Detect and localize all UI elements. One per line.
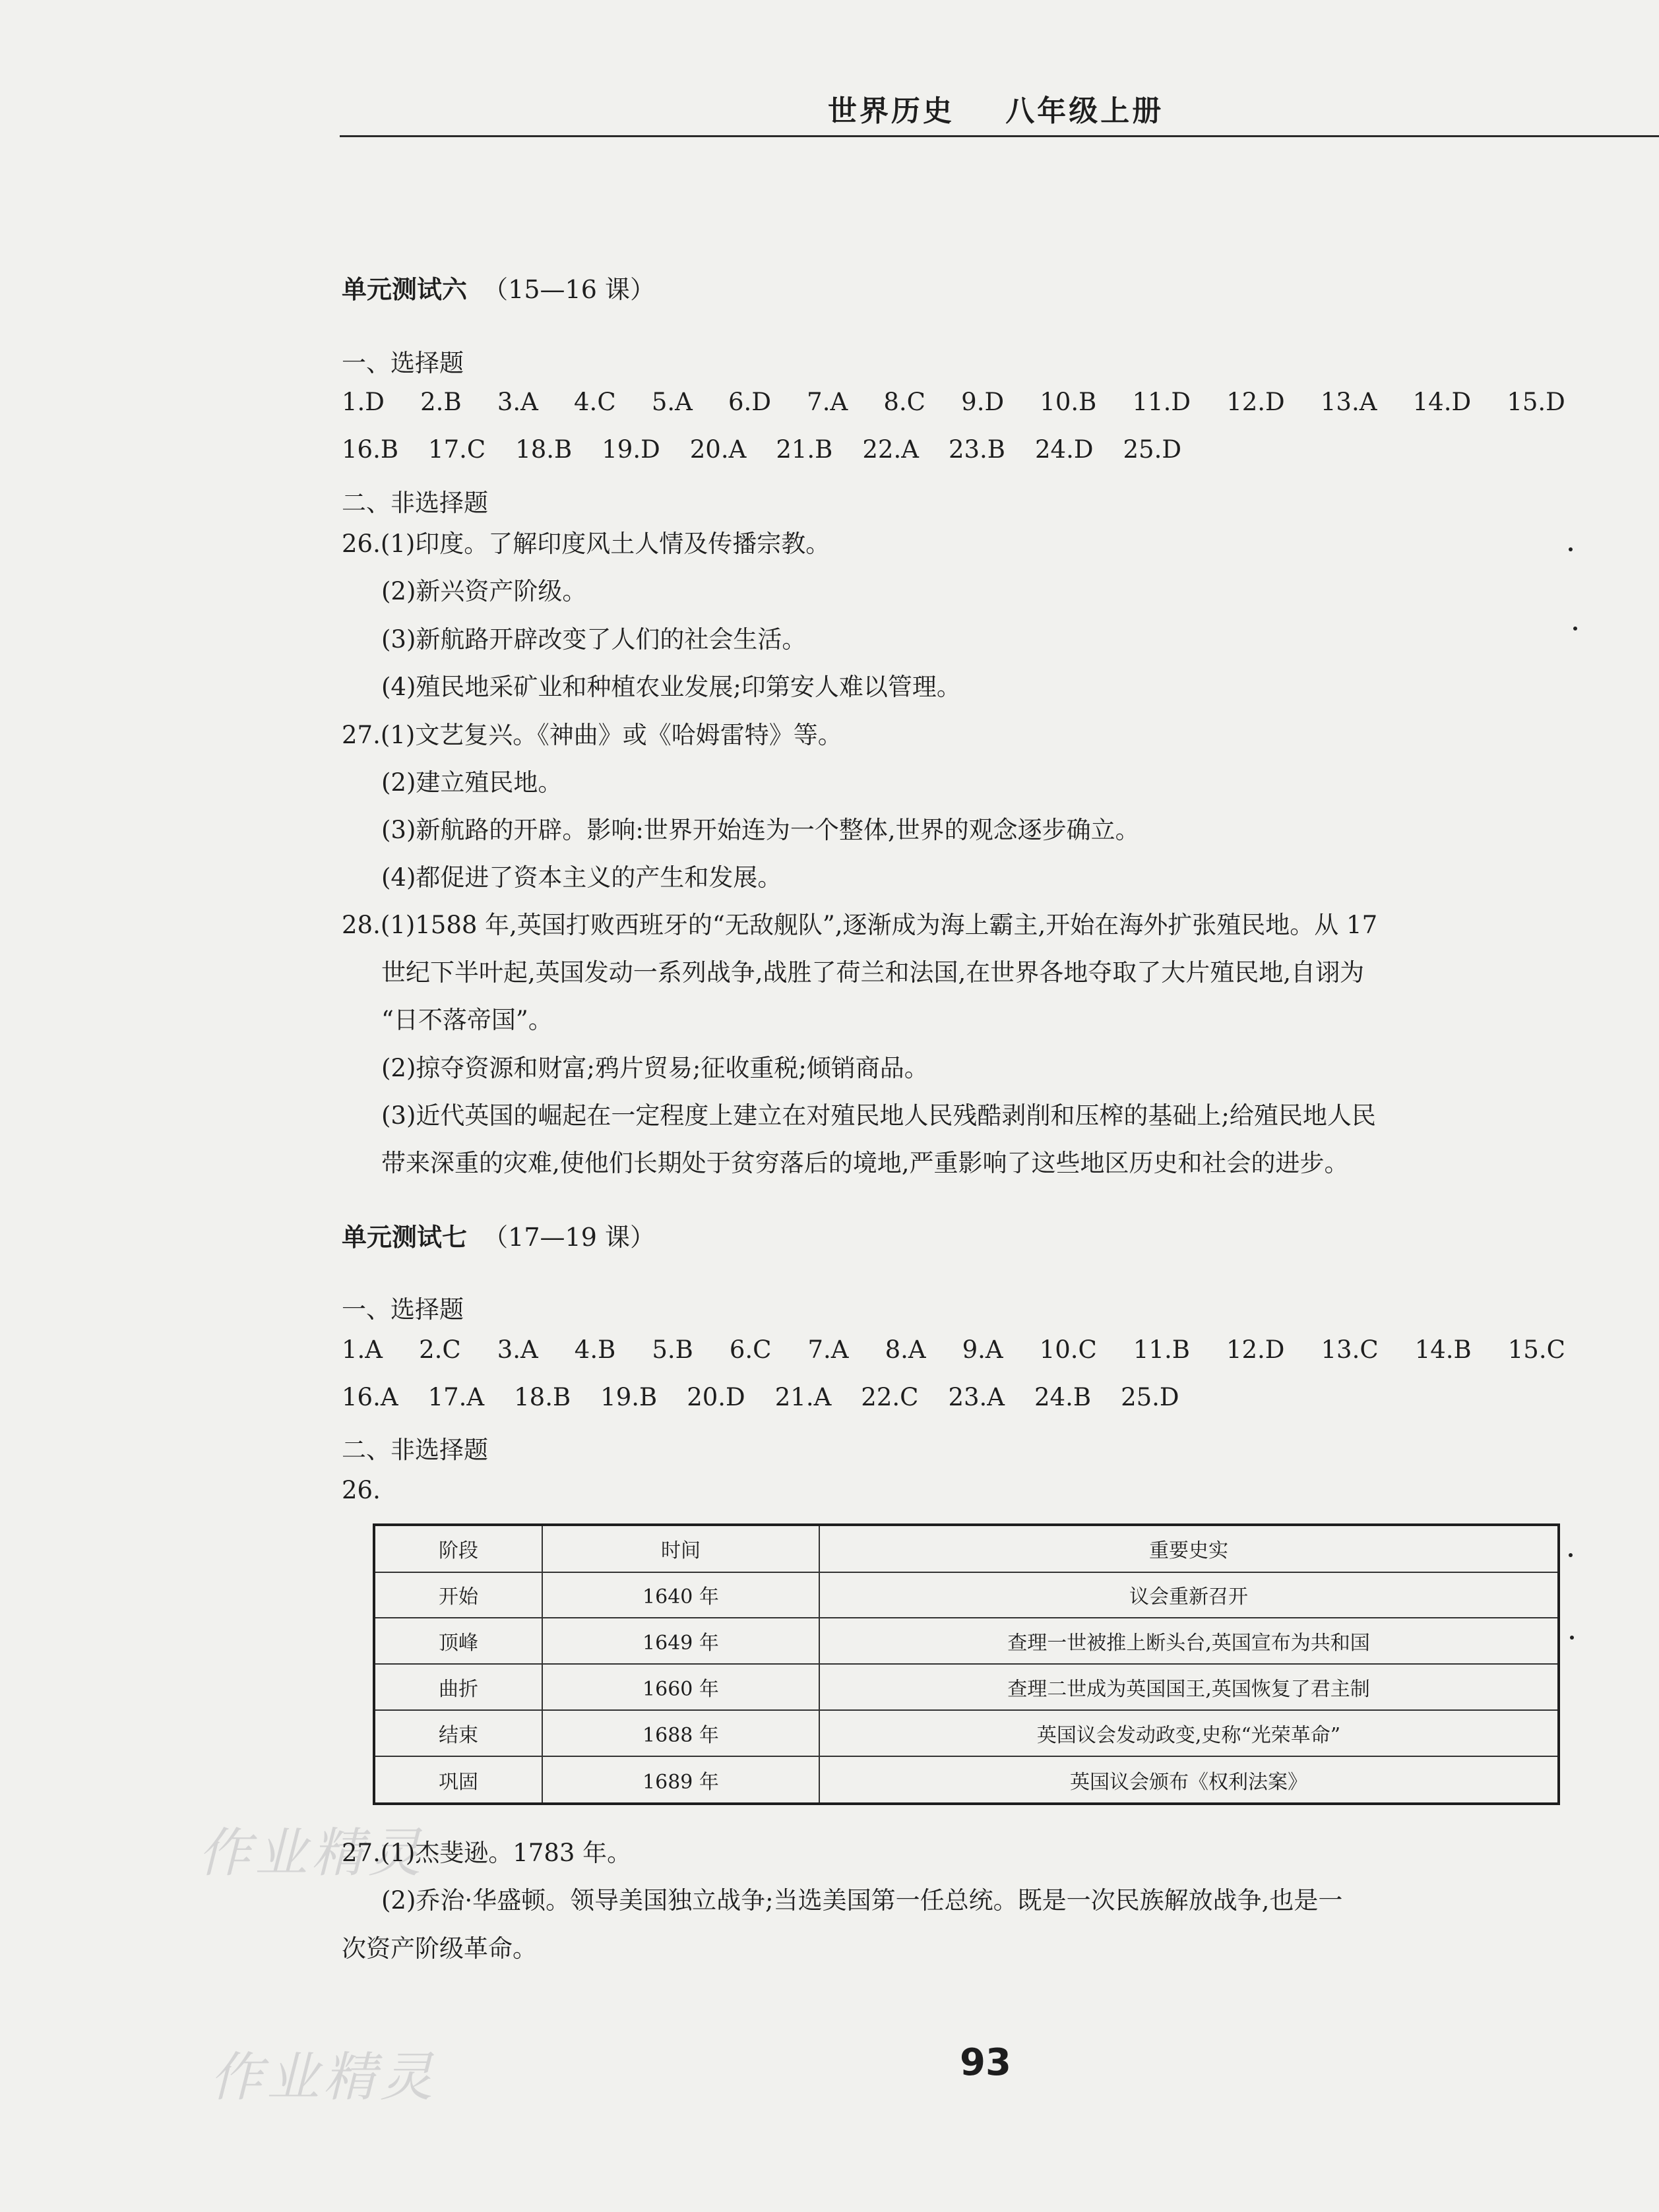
answer-item: 2.C xyxy=(419,1336,461,1364)
table-row xyxy=(374,1710,1559,1756)
unit7-title xyxy=(342,1217,655,1253)
u6-q27-line: (4)都促进了资本主义的产生和发展。 xyxy=(381,863,782,892)
table-cell: 1640 年 xyxy=(542,1572,819,1618)
unit6-mc-row2 xyxy=(342,435,1211,464)
answer-item: 9.D xyxy=(961,388,1005,416)
unit7-mc-row2 xyxy=(342,1383,1209,1411)
unit6-title-main: 单元测试六 xyxy=(342,275,468,304)
answer-item: 18.B xyxy=(514,1383,571,1411)
table-cell: 巩固 xyxy=(374,1756,542,1804)
answer-item: 11.B xyxy=(1133,1336,1190,1364)
answer-item: 10.C xyxy=(1039,1336,1097,1364)
answer-item: 17.A xyxy=(427,1383,485,1411)
answer-item: 14.D xyxy=(1412,388,1472,416)
u7-q26-label: 26. xyxy=(342,1476,381,1504)
u6-q28-line: 28.(1)1588 年,英国打败西班牙的“无敌舰队”,逐渐成为海上霸主,开始在海外扩张殖民地。从 17 xyxy=(342,911,1378,939)
u6-q27-line: (3)新航路的开辟。影响:世界开始连为一个整体,世界的观念逐步确立。 xyxy=(381,816,1140,844)
u6-q28-line: 世纪下半叶起,英国发动一系列战争,战胜了荷兰和法国,在世界各地夺取了大片殖民地,自诩为 xyxy=(381,958,1365,987)
table-cell: 顶峰 xyxy=(374,1618,542,1664)
answer-item: 12.D xyxy=(1226,388,1285,416)
speck xyxy=(1569,1553,1573,1557)
u6-q26-line: (2)新兴资产阶级。 xyxy=(381,577,587,605)
table-row xyxy=(374,1572,1559,1618)
answer-item: 25.D xyxy=(1123,435,1182,464)
answer-item: 7.A xyxy=(807,388,848,416)
u6-q26-line: (3)新航路开辟改变了人们的社会生活。 xyxy=(381,625,807,654)
answer-item: 13.A xyxy=(1320,388,1377,416)
table-cell: 1649 年 xyxy=(542,1618,819,1664)
answer-item: 20.D xyxy=(687,1383,745,1411)
table-cell: 英国议会发动政变,史称“光荣革命” xyxy=(819,1710,1559,1756)
watermark: 作业精灵 xyxy=(210,2046,437,2108)
u6-q27-line: 27.(1)文艺复兴。《神曲》或《哈姆雷特》等。 xyxy=(342,721,842,749)
answer-item: 8.C xyxy=(883,388,925,416)
answer-item: 25.D xyxy=(1121,1383,1179,1411)
u6-q26-line: 26.(1)印度。了解印度风土人情及传播宗教。 xyxy=(342,530,830,558)
u6-q28-line: “日不落帝国”。 xyxy=(381,1006,553,1034)
answer-item: 22.A xyxy=(862,435,919,464)
u7-q27-line: (2)乔治·华盛顿。领导美国独立战争;当选美国第一任总统。既是一次民族解放战争,也是一 xyxy=(381,1886,1343,1915)
u6-q27-line: (2)建立殖民地。 xyxy=(381,768,563,797)
answer-item: 15.C xyxy=(1507,1336,1565,1364)
header-rule xyxy=(340,135,1659,137)
answer-item: 3.A xyxy=(497,388,538,416)
answer-item: 20.A xyxy=(689,435,747,464)
answer-item: 17.C xyxy=(428,435,486,464)
answer-item: 5.A xyxy=(651,388,693,416)
unit6-title xyxy=(342,269,655,305)
unit7-title-range: （17—19 课） xyxy=(467,1223,655,1252)
answer-item: 19.D xyxy=(602,435,660,464)
table-cell: 查理二世成为英国国王,英国恢复了君主制 xyxy=(819,1664,1559,1710)
table-row xyxy=(374,1756,1559,1804)
unit7-title-main: 单元测试七 xyxy=(342,1223,468,1252)
watermark: 作业精灵 xyxy=(198,1822,425,1884)
u7-q27-line: 次资产阶级革命。 xyxy=(342,1934,537,1963)
answer-item: 21.B xyxy=(776,435,833,464)
table-header-cell: 时间 xyxy=(542,1525,819,1572)
running-header: 世界历史 八年级上册 xyxy=(828,94,1164,128)
table-cell: 开始 xyxy=(374,1572,542,1618)
table-cell: 结束 xyxy=(374,1710,542,1756)
answer-item: 12.D xyxy=(1226,1336,1285,1364)
answer-item: 4.C xyxy=(574,388,616,416)
u7-q27-line: 27.(1)杰斐逊。1783 年。 xyxy=(342,1839,632,1867)
answer-item: 18.B xyxy=(515,435,573,464)
u6-q28-line: (3)近代英国的崛起在一定程度上建立在对殖民地人民残酷剥削和压榨的基础上;给殖民地人民 xyxy=(381,1101,1376,1130)
answer-item: 15.D xyxy=(1507,388,1565,416)
unit7-free-heading: 二、非选择题 xyxy=(342,1436,488,1464)
answer-item: 16.B xyxy=(342,435,399,464)
speck xyxy=(1573,627,1577,630)
answer-item: 19.B xyxy=(600,1383,658,1411)
u6-q26-line: (4)殖民地采矿业和种植农业发展;印第安人难以管理。 xyxy=(381,673,961,701)
answer-item: 24.B xyxy=(1034,1383,1092,1411)
table-cell: 1688 年 xyxy=(542,1710,819,1756)
glorious-revolution-table xyxy=(373,1523,1560,1805)
table-cell: 1689 年 xyxy=(542,1756,819,1804)
u6-q28-line: (2)掠夺资源和财富;鸦片贸易;征收重税;倾销商品。 xyxy=(381,1054,929,1082)
answer-item: 8.A xyxy=(885,1336,926,1364)
answer-item: 1.A xyxy=(342,1336,383,1364)
answer-item: 2.B xyxy=(420,388,462,416)
answer-item: 22.C xyxy=(861,1383,919,1411)
table-cell: 英国议会颁布《权利法案》 xyxy=(819,1756,1559,1804)
answer-item: 9.A xyxy=(962,1336,1003,1364)
table-cell: 曲折 xyxy=(374,1664,542,1710)
answer-item: 23.A xyxy=(948,1383,1005,1411)
answer-item: 13.C xyxy=(1321,1336,1379,1364)
answer-item: 1.D xyxy=(342,388,385,416)
unit6-free-heading: 二、非选择题 xyxy=(342,489,488,517)
table-row xyxy=(374,1664,1559,1710)
unit6-mc-heading: 一、选择题 xyxy=(342,349,464,377)
unit6-title-range: （15—16 课） xyxy=(467,275,655,304)
answer-item: 5.B xyxy=(652,1336,693,1364)
table-cell: 1660 年 xyxy=(542,1664,819,1710)
answer-item: 24.D xyxy=(1034,435,1094,464)
table-cell: 查理一世被推上断头台,英国宣布为共和国 xyxy=(819,1618,1559,1664)
table-row xyxy=(374,1618,1559,1664)
unit6-mc-row1 xyxy=(342,388,1565,416)
page-number: 93 xyxy=(960,2041,1011,2084)
answer-item: 21.A xyxy=(774,1383,832,1411)
speck xyxy=(1570,1636,1574,1640)
answer-item: 7.A xyxy=(807,1336,849,1364)
answer-item: 14.B xyxy=(1414,1336,1472,1364)
answer-item: 11.D xyxy=(1132,388,1191,416)
unit7-mc-heading: 一、选择题 xyxy=(342,1295,464,1324)
table-header-cell: 阶段 xyxy=(374,1525,542,1572)
answer-item: 16.A xyxy=(342,1383,398,1411)
u6-q28-line: 带来深重的灾难,使他们长期处于贫穷落后的境地,严重影响了这些地区历史和社会的进步。 xyxy=(381,1149,1349,1177)
answer-item: 6.D xyxy=(728,388,771,416)
speck xyxy=(1569,547,1573,551)
answer-item: 23.B xyxy=(948,435,1005,464)
table-cell: 议会重新召开 xyxy=(819,1572,1559,1618)
answer-item: 4.B xyxy=(574,1336,616,1364)
answer-item: 3.A xyxy=(497,1336,538,1364)
answer-item: 10.B xyxy=(1040,388,1097,416)
table-header-row xyxy=(374,1525,1559,1572)
table-header-cell: 重要史实 xyxy=(819,1525,1559,1572)
answer-item: 6.C xyxy=(729,1336,772,1364)
unit7-mc-row1 xyxy=(342,1336,1565,1364)
